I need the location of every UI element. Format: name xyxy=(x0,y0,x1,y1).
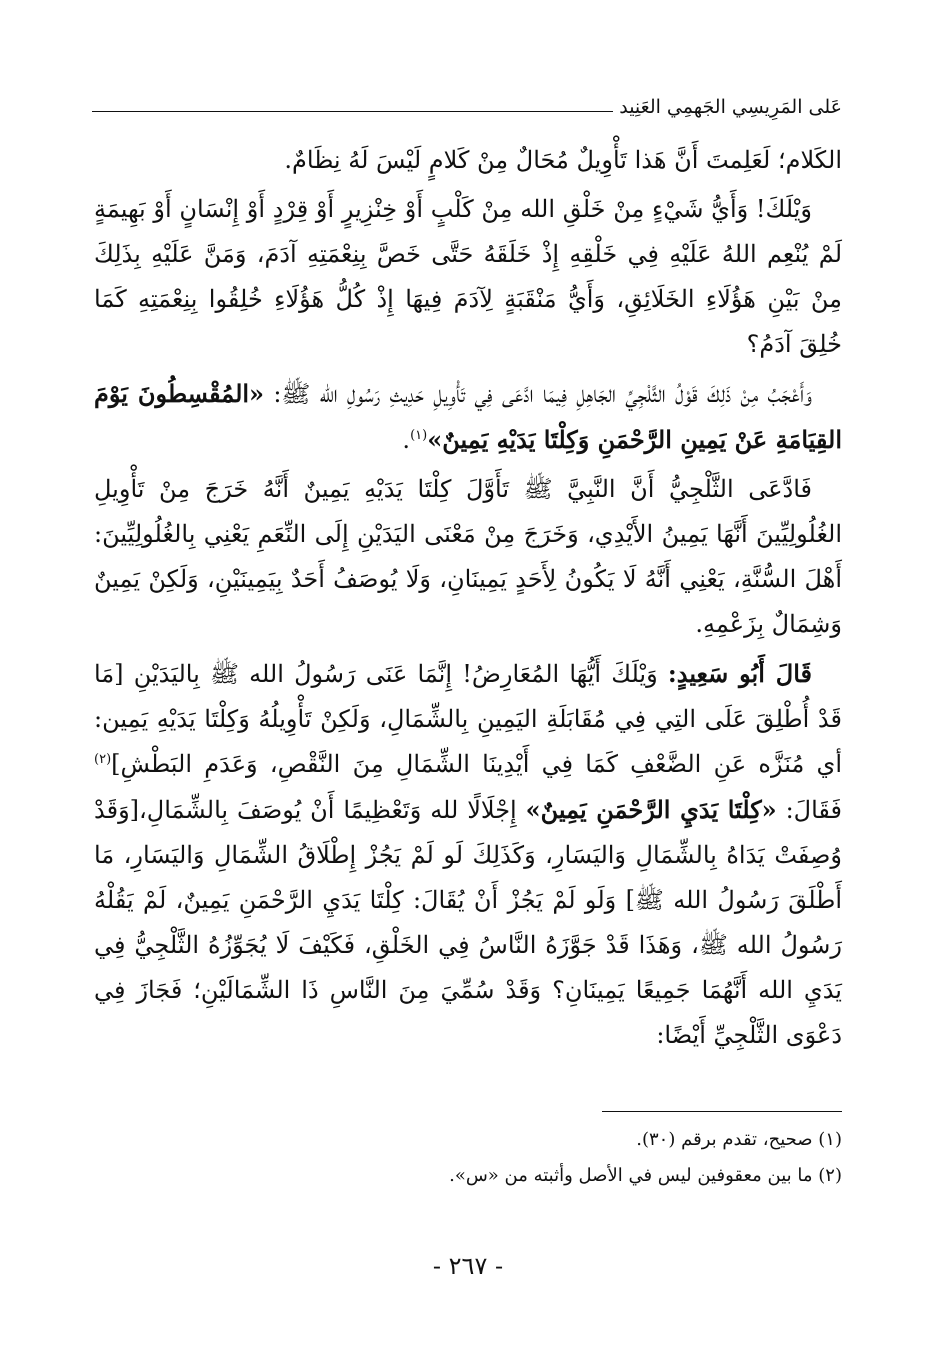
running-header xyxy=(92,88,842,118)
hadith-quote-2: «كِلْتَا يَدَيِ الرَّحْمَنِ يَمِينٌ» xyxy=(525,795,777,824)
paragraph-5-b: فَقَالَ: xyxy=(776,796,843,824)
header-rule xyxy=(92,111,613,112)
page-number: - ٢٦٧ - xyxy=(432,1252,504,1280)
speaker-lead: قَالَ أَبُو سَعِيدٍ: xyxy=(667,659,812,688)
paragraph-4: فَادَّعَى الثَّلْجِيُّ أَنَّ النَّبِيَّ ﷺ تَأَوَّلَ كِلْتَا يَدَيْهِ يَمِينٌ أَنَّهُ خَرَجَ مِنْ تَأْوِيلِ الغُلُولِيِّينَ أَنَّهَا يَمِينُ الأَيْدِي، وَخَرَجَ مِنْ مَعْنَى اليَدَيْنِ إِلَى النِّعَمِ يَعْنِي بِالغُلُولِيِّينَ: أَهْلَ السُّنَّةِ، يَعْنِي أَنَّهُ لَا يَكُونُ لِأَحَدٍ يَمِينَانِ، وَلَا يُوصَفُ أَحَدٌ بِيَمِينَيْنِ، وَلَكِنْ يَمِينٌ وَشِمَالٌ بِزَعْمِهِ. xyxy=(94,475,842,638)
footnote-divider xyxy=(602,1111,842,1112)
paragraph-5-a: وَيْلَكَ أَيُّهَا المُعَارِضُ! إِنَّمَا عَنَى رَسُولُ الله ﷺ بِاليَدَيْنِ [مَا قَدْ أُطْلِقَ عَلَى التِي فِي مُقَابَلَةِ اليَمِينِ بِالشِّمَالِ، وَلَكِنْ تَأْوِيلُهُ وَكِلْتَا يَدَيْهِ يَمِين: أي مُنَزَّه عَنِ الضَّعْفِ كَمَا فِي أَيْدِينَا الشِّمَالِ مِنَ النَّقْصِ، وَعَدَمِ البَطْشِ] xyxy=(94,660,842,778)
paragraph-3-text: وَأَعْجَبُ مِنْ ذَلِكَ قَوْلُ الثَّلْجِيِّ الجَاهِلِ فِيمَا ادَّعَى فِي تَأْوِيلِ حَدِيثِ رَسُولِ الله ﷺ: xyxy=(264,380,812,408)
paragraph-2: وَيْلَكَ! وَأَيُّ شَيْءٍ مِنْ خَلْقِ الله مِنْ كَلْبٍ أَوْ خِنْزِيرٍ أَوْ قِرْدٍ أَوْ إِنْسَانٍ أَوْ بَهِيمَةٍ لَمْ يُنْعِم اللهُ عَلَيْهِ فِي خَلْقِهِ إِذْ خَلَقَهُ حَتَّى خَصَّ بِنِعْمَتِهِ آدَمَ، وَمَنَّ عَلَيْهِ بِذَلِكَ مِنْ بَيْنِ هَؤُلَاءِ الخَلَائِقِ، وَأَيُّ مَنْقَبَةٍ لِآدَمَ فِيهَا إِذْ كُلُّ هَؤُلَاءِ خُلِقُوا بِنِعْمَتِهِ كَمَا خُلِقَ آدَمُ؟ xyxy=(94,195,842,358)
footnotes xyxy=(94,1122,842,1194)
paragraph-5-c: إِجْلَالًا لله وَتَعْظِيمًا أَنْ يُوصَفَ بِالشِّمَالِ،[وَقَدْ وُصِفَتْ يَدَاهُ بِالشِّمَالِ وَاليَسَارِ، وَكَذَلِكَ لَو لَمْ يَجُزْ إِطْلَاقُ الشِّمَالِ وَاليَسَارِ، مَا أَطْلَقَ رَسُولُ الله ﷺ] وَلَو لَمْ يَجُزْ أَنْ يُقَالَ: كِلْتَا يَدَيِ الرَّحْمَنِ يَمِينٌ، لَمْ يَقُلْهُ رَسُولُ الله ﷺ، وَهَذَا قَدْ جَوَّزَهُ النَّاسُ فِي الخَلْقِ، فَكَيْفَ لَا يُجَوِّزُهُ الثَّلْجِيُّ فِي يَدَيِ الله أَنَّهُمَا جَمِيعًا يَمِينَانِ؟ وَقَدْ سُمِّيَ مِنَ النَّاسِ ذَا الشِّمَالَيْنِ؛ فَجَازَ فِي دَعْوَى الثَّلْجِيِّ أَيْضًا: xyxy=(94,796,842,1049)
footnote-1: (١) صحيح، تقدم برقم (٣٠). xyxy=(636,1129,842,1150)
paragraph-3 xyxy=(94,371,842,463)
paragraph-5 xyxy=(94,651,842,1058)
running-title: عَلى المَرِيسِي الجَهمِي العَنِيد xyxy=(619,96,842,118)
hadith-quote: «المُقْسِطُونَ يَوْمَ القِيَامَةِ عَنْ يَمِينِ الرَّحْمَنِ وَكِلْتَا يَدَيْهِ يَمِينٌ» xyxy=(94,379,842,454)
footnote-ref-2: (٢) xyxy=(94,752,112,767)
paragraph-1: الكَلام؛ لَعَلِمتَ أَنَّ هَذا تَأْوِيلٌ مُحَالٌ مِنْ كَلامٍ لَيْسَ لَهُ نِظَامٌ. xyxy=(284,146,842,174)
footnote-2: (٢) ما بين معقوفين ليس في الأصل وأثبته من «س». xyxy=(449,1165,842,1186)
footnote-ref-1: (١) xyxy=(410,428,428,443)
paragraph-3-end: . xyxy=(402,426,411,454)
main-text xyxy=(94,138,842,1062)
